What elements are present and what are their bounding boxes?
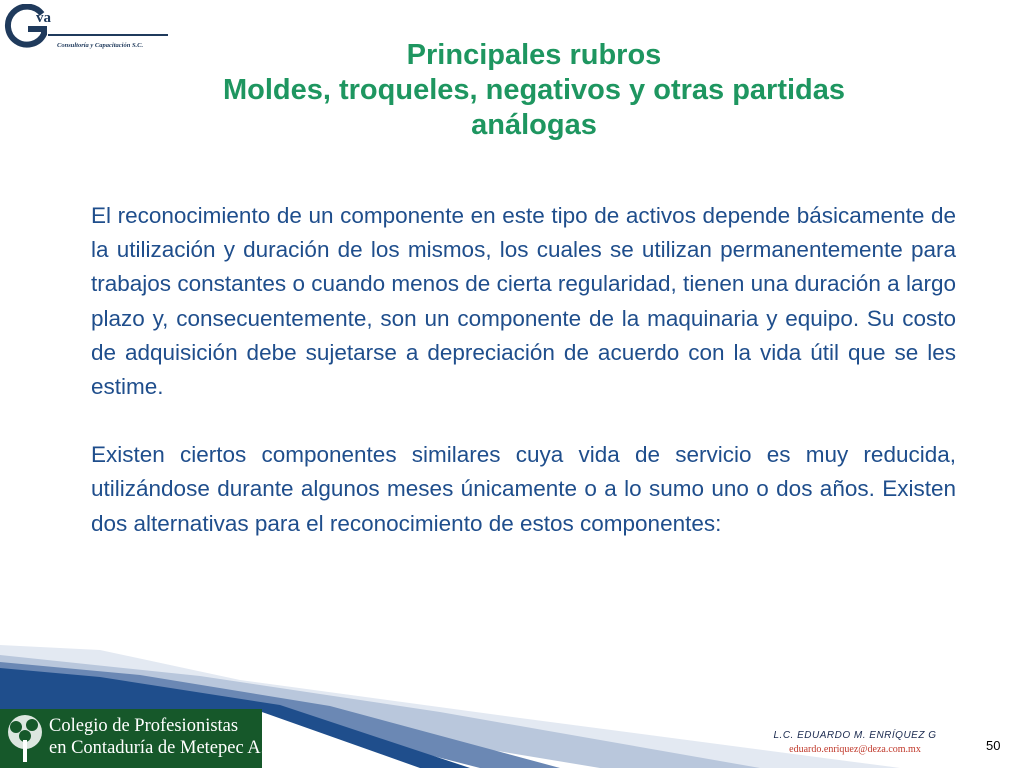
org-name-line-1: Colegio de Profesionistas: [49, 716, 239, 736]
tree-icon: [3, 712, 47, 766]
body-paragraph-1: El reconocimiento de un componente en este tipo de activos depende básicamente de la utilización y duración de los mismos, los cuales se utilizan permanentemente para trabajos constantes o cuando menos de cierta regularidad, tienen una duración a largo plazo y, consecuentemente, son un componente de la maquinaria y equipo. Su costo de adquisición debe sujetarse a depreciación de acuerdo con la vida útil que se les estime.: [91, 203, 956, 400]
logo-subtitle: Consultoría y Capacitación S.C.: [57, 42, 144, 49]
org-name: [49, 715, 282, 759]
page-number: 50: [986, 738, 1001, 753]
footer-org-logo: [0, 709, 283, 768]
title-line-1: Principales rubros: [406, 39, 662, 71]
author-block: [730, 730, 980, 755]
title-line-3: análogas: [471, 109, 597, 141]
title-line-2: Moldes, troqueles, negativos y otras partidas: [222, 74, 846, 106]
logo-letters: va: [36, 10, 51, 26]
body-paragraph-2: Existen ciertos componentes similares cuya vida de servicio es muy reducida, utilizándose durante algunos meses únicamente o a lo sumo uno o dos años. Existen dos alternativas para el reconocimiento de estos componentes:: [91, 442, 956, 536]
author-name: L.C. EDUARDO M. ENRÍQUEZ G: [773, 730, 937, 741]
org-name-line-2: en Contaduría de Metepec A.C.: [49, 738, 283, 758]
author-email[interactable]: eduardo.enriquez@deza.com.mx: [789, 744, 921, 755]
